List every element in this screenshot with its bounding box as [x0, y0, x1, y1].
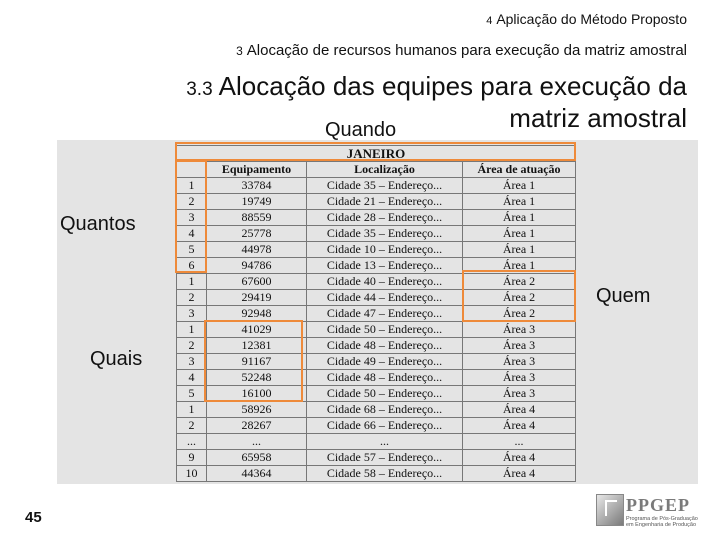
- row-location: Cidade 48 – Endereço...: [307, 370, 463, 386]
- subsection-heading: [236, 42, 687, 59]
- slide-title: [127, 72, 687, 132]
- section-number: 4: [486, 15, 493, 27]
- row-area: Área 2: [463, 290, 576, 306]
- row-index: 1: [177, 322, 207, 338]
- row-area: Área 4: [463, 466, 576, 482]
- subsection-title: Alocação de recursos humanos para execução da matriz amostral: [246, 42, 687, 59]
- row-area: Área 3: [463, 386, 576, 402]
- row-index: 3: [177, 354, 207, 370]
- row-location: Cidade 35 – Endereço...: [307, 226, 463, 242]
- col-header-equipment: Equipamento: [207, 162, 307, 178]
- label-quem: Quem: [596, 285, 651, 307]
- row-equipment: 41029: [207, 322, 307, 338]
- row-equipment: 28267: [207, 418, 307, 434]
- table-row: [177, 178, 576, 194]
- table-row: [177, 418, 576, 434]
- row-location: Cidade 44 – Endereço...: [307, 290, 463, 306]
- row-index: 3: [177, 306, 207, 322]
- row-equipment: 44978: [207, 242, 307, 258]
- row-area: Área 1: [463, 226, 576, 242]
- label-quantos: Quantos: [60, 213, 136, 235]
- row-area: Área 4: [463, 418, 576, 434]
- row-area: Área 2: [463, 274, 576, 290]
- row-index: 2: [177, 290, 207, 306]
- row-index: 1: [177, 178, 207, 194]
- row-index: 3: [177, 210, 207, 226]
- row-equipment: 33784: [207, 178, 307, 194]
- row-area: ...: [463, 434, 576, 450]
- row-equipment: 25778: [207, 226, 307, 242]
- row-equipment: 52248: [207, 370, 307, 386]
- row-index: 5: [177, 386, 207, 402]
- table-row: [177, 450, 576, 466]
- row-equipment: 94786: [207, 258, 307, 274]
- quantos-highlight-box: [175, 160, 207, 273]
- row-location: Cidade 21 – Endereço...: [307, 194, 463, 210]
- quando-highlight-box: [175, 142, 576, 161]
- section-title: Aplicação do Método Proposto: [496, 11, 687, 27]
- row-location: Cidade 50 – Endereço...: [307, 386, 463, 402]
- label-quando: Quando: [325, 119, 397, 141]
- month-header: JANEIRO: [177, 146, 576, 162]
- row-index: 2: [177, 338, 207, 354]
- row-area: Área 1: [463, 210, 576, 226]
- row-equipment: 58926: [207, 402, 307, 418]
- section-heading: [486, 11, 687, 27]
- row-location: Cidade 68 – Endereço...: [307, 402, 463, 418]
- row-index: 4: [177, 370, 207, 386]
- row-area: Área 1: [463, 242, 576, 258]
- row-equipment: 92948: [207, 306, 307, 322]
- row-index: 9: [177, 450, 207, 466]
- row-index: ...: [177, 434, 207, 450]
- row-location: Cidade 50 – Endereço...: [307, 322, 463, 338]
- row-equipment: 16100: [207, 386, 307, 402]
- row-area: Área 4: [463, 402, 576, 418]
- row-equipment: 91167: [207, 354, 307, 370]
- label-quais: Quais: [90, 348, 143, 370]
- row-area: Área 4: [463, 450, 576, 466]
- row-location: Cidade 13 – Endereço...: [307, 258, 463, 274]
- row-index: 1: [177, 402, 207, 418]
- row-equipment: 29419: [207, 290, 307, 306]
- row-index: 1: [177, 274, 207, 290]
- row-location: Cidade 58 – Endereço...: [307, 466, 463, 482]
- ppgep-logo: [596, 494, 704, 530]
- table-row: [177, 194, 576, 210]
- row-area: Área 1: [463, 178, 576, 194]
- logo-name: PPGEP: [626, 495, 690, 515]
- table-row: [177, 402, 576, 418]
- row-equipment: 44364: [207, 466, 307, 482]
- table-row: [177, 242, 576, 258]
- page-number: 45: [25, 509, 42, 526]
- row-index: 10: [177, 466, 207, 482]
- row-location: Cidade 49 – Endereço...: [307, 354, 463, 370]
- row-equipment: 12381: [207, 338, 307, 354]
- row-index: 5: [177, 242, 207, 258]
- row-location: Cidade 10 – Endereço...: [307, 242, 463, 258]
- row-location: Cidade 48 – Endereço...: [307, 338, 463, 354]
- table-row: [177, 210, 576, 226]
- row-area: Área 3: [463, 322, 576, 338]
- slide-title-text: Alocação das equipes para execução da matriz amostral: [218, 71, 687, 133]
- row-equipment: 67600: [207, 274, 307, 290]
- row-index: 2: [177, 194, 207, 210]
- row-location: Cidade 40 – Endereço...: [307, 274, 463, 290]
- quais-highlight-box: [204, 320, 303, 402]
- logo-cube-icon: [596, 494, 624, 526]
- row-location: Cidade 35 – Endereço...: [307, 178, 463, 194]
- col-header-area: Área de atuação: [463, 162, 576, 178]
- row-equipment: 88559: [207, 210, 307, 226]
- logo-subtitle: Programa de Pós-Graduação em Engenharia de Produção: [626, 516, 698, 528]
- table-header-row: [177, 162, 576, 178]
- table-row: [177, 466, 576, 482]
- col-header-location: Localização: [307, 162, 463, 178]
- quem-highlight-box: [462, 270, 576, 322]
- row-index: 4: [177, 226, 207, 242]
- subsection-number: 3: [236, 44, 243, 58]
- table-row: [177, 434, 576, 450]
- table-row: [177, 226, 576, 242]
- row-equipment: ...: [207, 434, 307, 450]
- row-area: Área 2: [463, 306, 576, 322]
- slide-title-number: 3.3: [186, 79, 213, 100]
- row-location: Cidade 66 – Endereço...: [307, 418, 463, 434]
- row-area: Área 3: [463, 370, 576, 386]
- row-equipment: 65958: [207, 450, 307, 466]
- row-location: Cidade 28 – Endereço...: [307, 210, 463, 226]
- row-area: Área 1: [463, 258, 576, 274]
- row-area: Área 3: [463, 354, 576, 370]
- row-index: 2: [177, 418, 207, 434]
- row-index: 6: [177, 258, 207, 274]
- row-location: Cidade 57 – Endereço...: [307, 450, 463, 466]
- row-location: ...: [307, 434, 463, 450]
- row-area: Área 1: [463, 194, 576, 210]
- row-equipment: 19749: [207, 194, 307, 210]
- row-location: Cidade 47 – Endereço...: [307, 306, 463, 322]
- row-area: Área 3: [463, 338, 576, 354]
